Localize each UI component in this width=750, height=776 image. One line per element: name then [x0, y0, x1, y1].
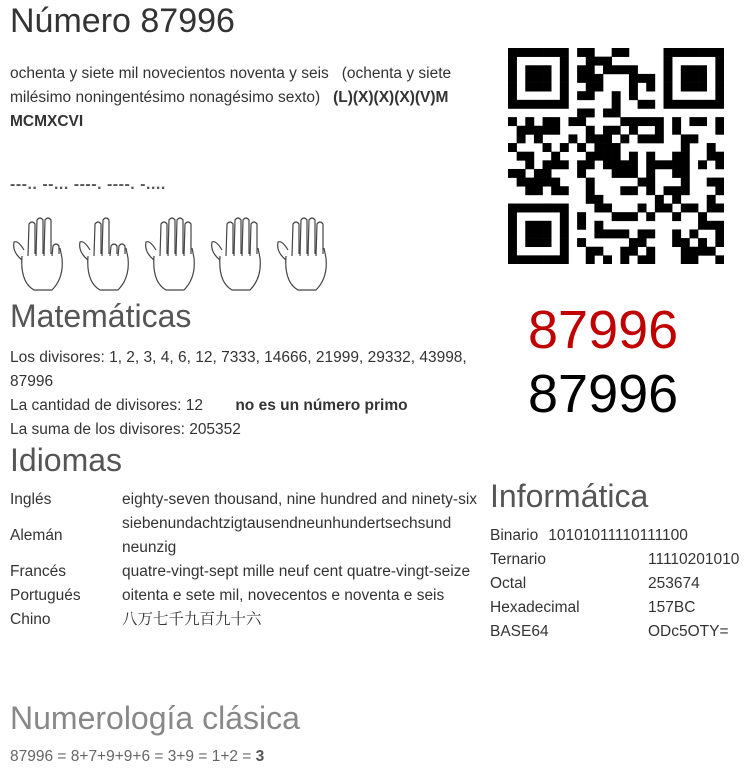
- big-number-red: 87996: [528, 300, 679, 360]
- divisor-count: La cantidad de divisores: 12: [10, 397, 204, 414]
- language-name: Portugués: [10, 587, 81, 604]
- math-section: [10, 346, 480, 442]
- base-value: 10101011110111100: [548, 527, 688, 544]
- prime-status: no es un número primo: [235, 397, 408, 414]
- base-value: 11110201010: [648, 551, 740, 568]
- base-label: BASE64: [490, 623, 549, 640]
- informatics-section-title: Informática: [490, 478, 649, 514]
- language-text: siebenundachtzigtausendneunhundertsechsund neunzig: [122, 515, 452, 556]
- language-text: quatre-vingt-sept mille neuf cent quatre-vingt-seize: [122, 563, 471, 580]
- table-row: [10, 608, 480, 632]
- language-name: Chino: [10, 611, 51, 628]
- languages-table: [10, 488, 480, 632]
- finger-counting-hands-icon: [8, 212, 338, 294]
- numerology-equation: [10, 748, 264, 766]
- math-section-title: Matemáticas: [10, 298, 192, 334]
- qr-code-icon: [508, 48, 724, 264]
- table-row: [10, 488, 480, 512]
- ordinal-words: (ochenta y siete milésimo noningentésimo nonagésimo sexto): [10, 65, 452, 106]
- list-item: [490, 596, 739, 620]
- language-text: eighty-seven thousand, nine hundred and ninety-six: [122, 491, 478, 508]
- page-title: Número 87996: [10, 2, 235, 40]
- numerology-section-title: Numerología clásica: [10, 700, 300, 736]
- numerology-result: 3: [255, 748, 265, 765]
- base-value: 157BC: [648, 599, 696, 616]
- list-item: [490, 548, 739, 572]
- roman-numeral: (L)(X)(X)(X)(V)M MCMXCVI: [10, 89, 449, 130]
- language-name: Francés: [10, 563, 66, 580]
- languages-section-title: Idiomas: [10, 442, 123, 478]
- base-value: ODc5OTY=: [648, 623, 729, 640]
- base-value: 253674: [648, 575, 700, 592]
- table-row: [10, 560, 480, 584]
- divisors-list: Los divisores: 1, 2, 3, 4, 6, 12, 7333, 14666, 21999, 29332, 43998, 87996: [10, 349, 467, 390]
- language-text: oitenta e sete mil, novecentos e noventa e seis: [122, 587, 445, 604]
- base-label: Ternario: [490, 551, 546, 568]
- divisor-count-line: [10, 394, 480, 418]
- morse-code: ---.. --... ----. ----. -....: [10, 176, 166, 193]
- number-in-words: [10, 62, 480, 134]
- base-label: Octal: [490, 575, 527, 592]
- base-label: Binario: [490, 527, 539, 544]
- list-item: [490, 524, 739, 548]
- list-item: [490, 572, 739, 596]
- language-name: Inglés: [10, 491, 52, 508]
- table-row: [10, 584, 480, 608]
- base-label: Hexadecimal: [490, 599, 580, 616]
- divisor-sum: La suma de los divisores: 205352: [10, 421, 241, 438]
- informatics-section: [490, 524, 739, 644]
- cardinal-words: ochenta y siete mil novecientos noventa y seis: [10, 65, 329, 82]
- list-item: [490, 620, 739, 644]
- numerology-formula: 87996 = 8+7+9+9+6 = 3+9 = 1+2 =: [10, 748, 252, 765]
- big-number-black: 87996: [528, 364, 679, 424]
- language-name: Alemán: [10, 527, 63, 544]
- table-row: [10, 512, 480, 560]
- language-text: 八万七千九百九十六: [122, 611, 262, 628]
